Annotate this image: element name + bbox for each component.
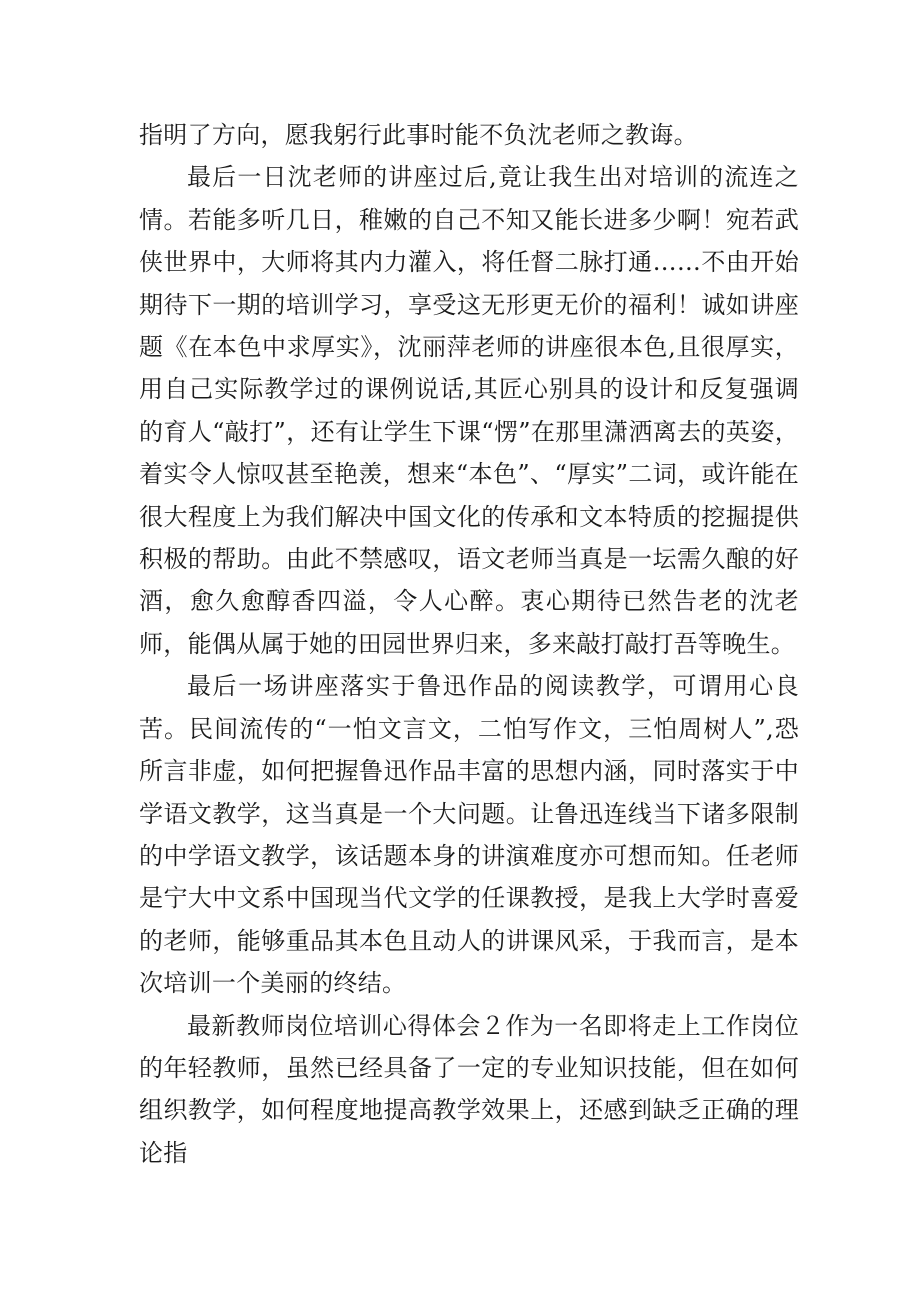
paragraph-training-reflection: 最新教师岗位培训心得体会２作为一名即将走上工作岗位的年轻教师，虽然已经具备了一定的专业知识技能，但在如何组织教学，如何程度地提高教学效果上，还感到缺乏正确的理论指 [139, 1011, 799, 1167]
paragraph-lecture-luxun: 最后一场讲座落实于鲁迅作品的阅读教学，可谓用心良苦。民间流传的“一怕文言文，二怕写作文，三怕周树人”,恐所言非虚，如何把握鲁迅作品丰富的思想内涵，同时落实于中学语文教学，这当真是一个大问题。让鲁迅连线当下诸多限制的中学语文教学，该话题本身的讲演难度亦可想而知。任老师是宁大中文系中国现当代文学的任课教授，是我上大学时喜爱的老师，能够重品其本色且动人的讲课风采，于我而言，是本次培训一个美丽的终结。 [139, 672, 799, 998]
document-body [139, 114, 799, 1174]
paragraph-lecture-shen: 最后一日沈老师的讲座过后,竟让我生出对培训的流连之情。若能多听几日，稚嫩的自己不知又能长进多少啊！宛若武侠世界中，大师将其内力灌入，将任督二脉打通……不由开始期待下一期的培训学习，享受这无形更无价的福利！诚如讲座题《在本色中求厚实》，沈丽萍老师的讲座很本色,且很厚实，用自己实际教学过的课例说话,其匠心别具的设计和反复强调的育人“敲打”，还有让学生下课“愣”在那里潇洒离去的英姿，着实令人惊叹甚至艳羡，想来“本色”、“厚实”二词，或许能在很大程度上为我们解决中国文化的传承和文本特质的挖掘提供积极的帮助。由此不禁感叹，语文老师当真是一坛需久酿的好酒，愈久愈醇香四溢，令人心醉。衷心期待已然告老的沈老师，能偶从属于她的田园世界归来，多来敲打敲打吾等晚生。 [139, 163, 799, 658]
paragraph-continuation: 指明了方向，愿我躬行此事时能不负沈老师之教诲。 [139, 121, 698, 149]
